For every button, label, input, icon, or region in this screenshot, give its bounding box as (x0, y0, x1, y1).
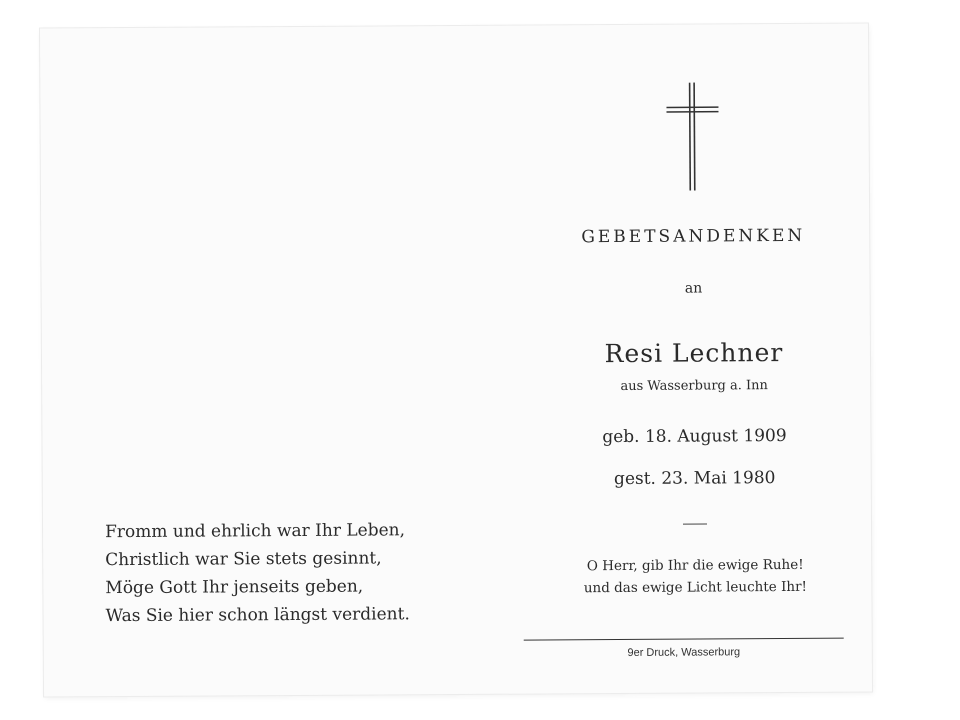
divider-dash (683, 523, 707, 524)
poem-line: Was Sie hier schon längst verdient. (105, 604, 410, 627)
card-heading: GEBETSANDENKEN (581, 225, 806, 248)
memorial-card (40, 23, 872, 696)
right-page (516, 23, 872, 693)
printer-imprint: 9er Druck, Wasserburg (627, 646, 741, 659)
prayer-line: O Herr, gib Ihr die ewige Ruhe! (586, 556, 804, 575)
prayer-line: und das ewige Licht leuchte Ihr! (583, 578, 808, 597)
hometown: aus Wasserburg a. Inn (620, 378, 768, 394)
poem-line: Christlich war Sie stets gesinnt, (105, 548, 382, 571)
deceased-name: Resi Lechner (604, 338, 784, 369)
poem-line: Fromm und ehrlich war Ihr Leben, (104, 520, 406, 543)
prayer (519, 553, 871, 599)
cross-icon (664, 82, 721, 190)
poem (105, 516, 466, 630)
preposition: an (684, 280, 703, 297)
poem-line: Möge Gott Ihr jenseits geben, (105, 576, 364, 599)
birth-date: geb. 18. August 1909 (602, 425, 787, 448)
footer-rule (524, 638, 844, 641)
death-date: gest. 23. Mai 1980 (613, 468, 776, 490)
